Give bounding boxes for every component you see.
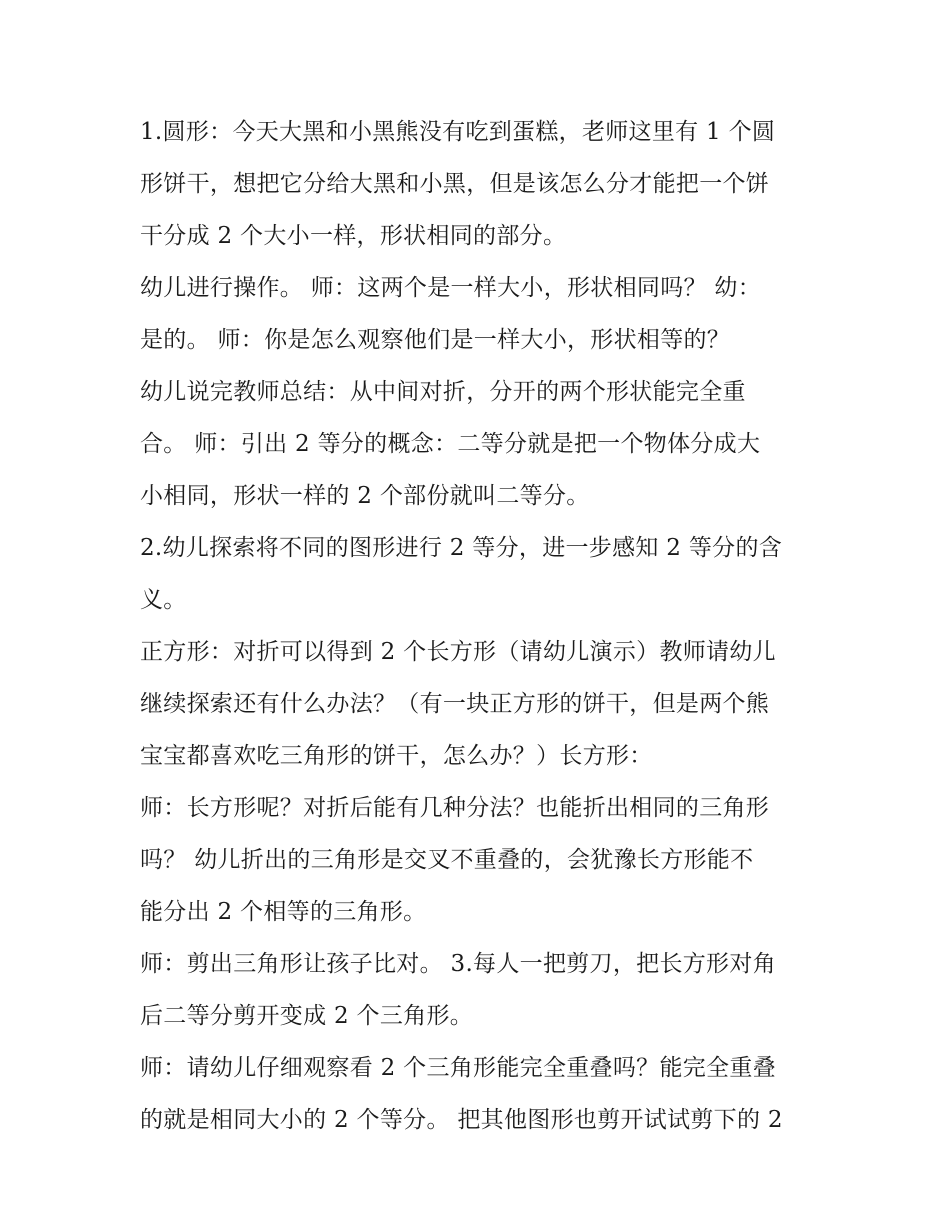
text-line: 师：长方形呢？对折后能有几种分法？也能折出相同的三角形 [140,795,770,821]
text-line: 1.圆形：今天大黑和小黑熊没有吃到蛋糕，老师这里有 1 个圆 [140,119,776,145]
text-line: 正方形：对折可以得到 2 个长方形（请幼儿演示）教师请幼儿 [140,639,776,665]
text-line: 幼儿说完教师总结：从中间对折，分开的两个形状能完全重 [140,379,746,405]
text-line: 继续探索还有什么办法？（有一块正方形的饼干，但是两个熊 [140,691,770,717]
text-line: 合。 师：引出 2 等分的概念：二等分就是把一个物体分成大 [140,431,761,457]
text-line: 义。 [140,587,187,613]
text-line: 师：剪出三角形让孩子比对。 3.每人一把剪刀，把长方形对角 [140,951,776,977]
text-line: 小相同，形状一样的 2 个部份就叫二等分。 [140,483,590,509]
text-line: 2.幼儿探索将不同的图形进行 2 等分，进一步感知 2 等分的含 [140,535,783,561]
text-line: 形饼干，想把它分给大黑和小黑，但是该怎么分才能把一个饼 [140,171,770,197]
text-line: 的就是相同大小的 2 个等分。 把其他图形也剪开试试剪下的 2 [140,1107,783,1133]
text-line: 宝宝都喜欢吃三角形的饼干，怎么办？）长方形： [140,743,653,769]
document-body [140,106,820,1146]
text-line: 干分成 2 个大小一样，形状相同的部分。 [140,223,567,249]
text-line: 吗？ 幼儿折出的三角形是交叉不重叠的，会犹豫长方形能不 [140,847,754,873]
text-line: 能分出 2 个相等的三角形。 [140,899,427,925]
text-line: 是的。 师：你是怎么观察他们是一样大小，形状相等的？ [140,327,731,353]
text-line: 幼儿进行操作。 师：这两个是一样大小，形状相同吗？ 幼： [140,275,762,301]
text-line: 后二等分剪开变成 2 个三角形。 [140,1003,474,1029]
text-line: 师：请幼儿仔细观察看 2 个三角形能完全重叠吗？能完全重叠 [140,1055,776,1081]
